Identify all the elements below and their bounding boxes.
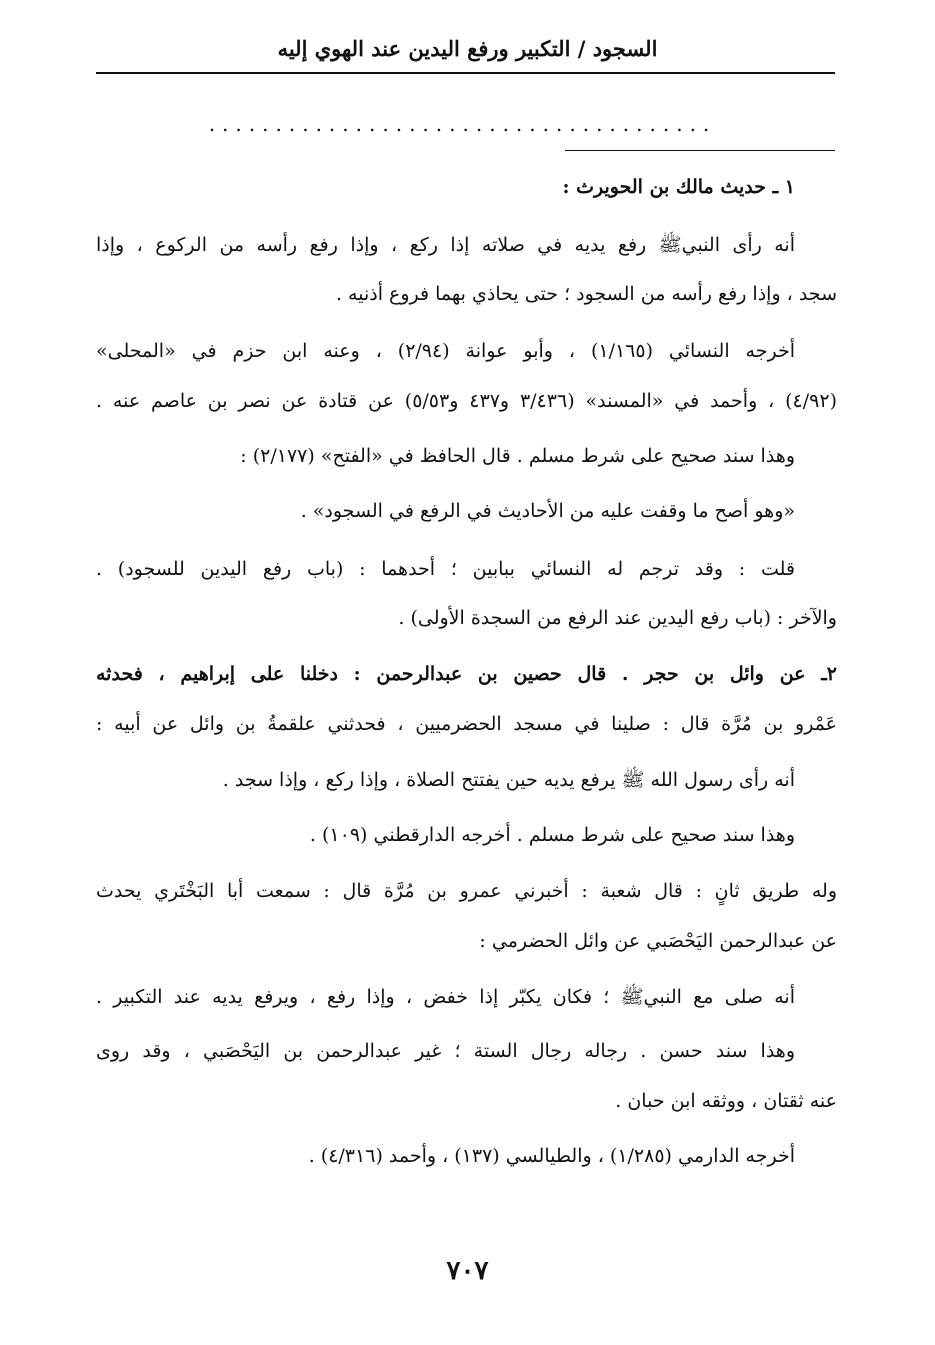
hadith-text-line: أنه رأى رسول الله ﷺ يرفع يديه حين يفتتح الصلاة ، وإذا ركع ، وإذا سجد . [222, 769, 795, 791]
running-header: السجود / التكبير ورفع اليدين عند الهوي إليه [277, 36, 658, 61]
takhrij-line: أخرجه النسائي (١/١٦٥) ، وأبو عوانة (٢/٩٤) ، وعنه ابن حزم في «المحلى» [96, 340, 795, 362]
comment-line: والآخر : (باب رفع اليدين عند الرفع من السجدة الأولى) . [398, 607, 837, 629]
grading-line: وهذا سند صحيح على شرط مسلم . أخرجه الدارقطني (١٠٩) . [309, 824, 795, 846]
header-rule [96, 72, 835, 74]
page-number: ٧٠٧ [446, 1256, 489, 1286]
quote-line: «وهو أصح ما وقفت عليه من الأحاديث في الرفع في السجود» . [300, 500, 795, 522]
takhrij-line: (٤/٩٢) ، وأحمد في «المسند» (٣/٤٣٦ و٤٣٧ و٥/٥٣) عن قتادة عن نصر بن عاصم عنه . [96, 390, 837, 412]
hadith-heading-1: ١ ـ حديث مالك بن الحويرث : [562, 176, 795, 198]
second-route-line: وله طريق ثانٍ : قال شعبة : أخبرني عمرو بن مُرَّة قال : سمعت أبا البَخْتَري يحدث [96, 880, 837, 902]
grading-line: وهذا سند حسن . رجاله رجال الستة ؛ غير عبدالرحمن بن اليَحْصَبي ، وقد روى [96, 1040, 795, 1062]
grading-line: عنه ثقتان ، ووثقه ابن حبان . [615, 1090, 837, 1112]
takhrij-line: أخرجه الدارمي (١/٢٨٥) ، والطيالسي (١٣٧) ، وأحمد (٤/٣١٦) . [308, 1145, 795, 1167]
footnote-rule [565, 150, 835, 151]
comment-line: قلت : وقد ترجم له النسائي ببابين ؛ أحدهما : (باب رفع اليدين للسجود) . [96, 558, 795, 580]
grading-line: وهذا سند صحيح على شرط مسلم . قال الحافظ في «الفتح» (٢/١٧٧) : [240, 445, 795, 467]
hadith-text-line: أنه رأى النبيﷺ رفع يديه في صلاته إذا ركع ، وإذا رفع رأسه من الركوع ، وإذا [96, 234, 795, 256]
hadith-text-line: عَمْرو بن مُرَّة قال : صلينا في مسجد الحضرميين ، فحدثني علقمةُ بن وائل عن أبيه : [96, 713, 837, 735]
hadith-text-line: أنه صلى مع النبيﷺ ؛ فكان يكبّر إذا خفض ، وإذا رفع ، ويرفع يديه عند التكبير . [96, 986, 795, 1008]
hadith-heading-2: ٢ـ عن وائل بن حجر . قال حصين بن عبدالرحمن : دخلنا على إبراهيم ، فحدثه [96, 663, 837, 685]
dotted-separator: ...................................... [208, 112, 717, 136]
hadith-text-line: سجد ، وإذا رفع رأسه من السجود ؛ حتى يحاذي بهما فروع أذنيه . [335, 283, 837, 305]
second-route-line: عن عبدالرحمن اليَحْصَبي عن وائل الحضرمي : [479, 930, 837, 952]
